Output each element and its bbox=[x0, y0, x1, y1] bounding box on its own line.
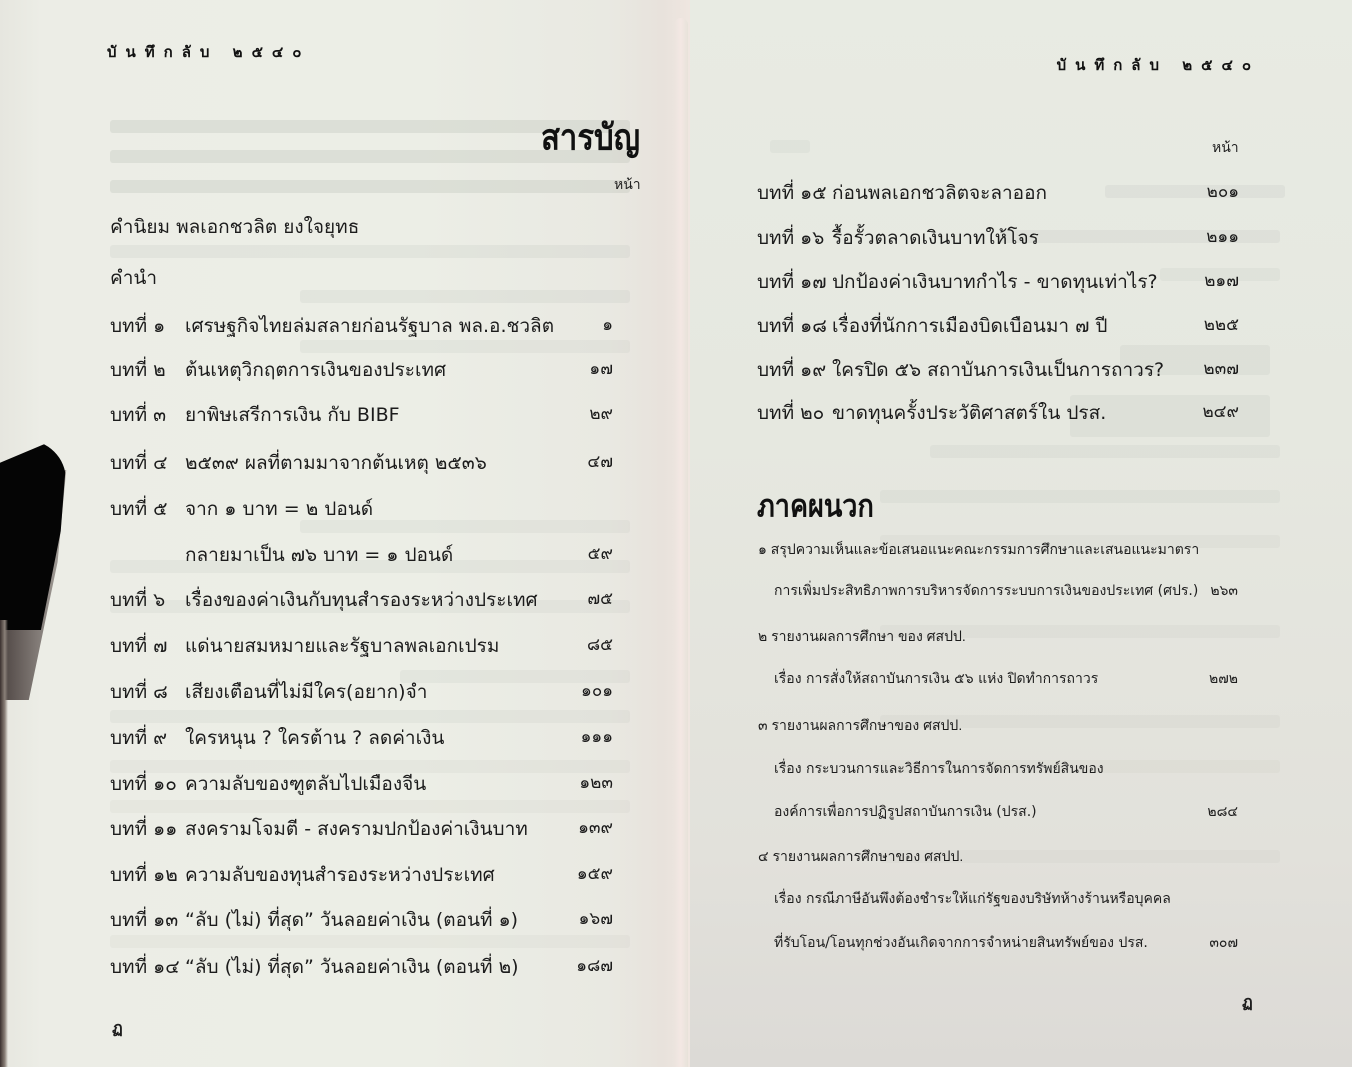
page-number: ๑๗ bbox=[589, 359, 613, 379]
page-column-label: หน้า bbox=[614, 177, 641, 193]
page-number: ๒๔๙ bbox=[1202, 402, 1239, 422]
toc-entry-chapter-7: บทที่ ๗ แด่นายสมหมายและรัฐบาลพลเอกเปรม ๘๕ bbox=[110, 631, 613, 661]
page-number: ๒๘๔ bbox=[1207, 804, 1238, 820]
book-gutter bbox=[674, 18, 688, 1067]
page-column-label: หน้า bbox=[1212, 140, 1239, 156]
bleed-through-text bbox=[110, 935, 630, 948]
bleed-through-text bbox=[880, 490, 1280, 503]
page-number: ๒๒๕ bbox=[1203, 315, 1239, 335]
appendix-title: ภาคผนวก bbox=[757, 488, 874, 525]
appendix-4-line-2: เรื่อง กรณีภาษีอันพึงต้องชำระให้แก่รัฐของบริษัทห้างร้านหรือบุคคล bbox=[774, 891, 1171, 907]
appendix-3-line-3: องค์การเพื่อการปฏิรูปสถาบันการเงิน (ปรส.) ๒๘๔ bbox=[758, 801, 1238, 823]
page-number: ๒๐๑ bbox=[1206, 182, 1239, 202]
page-number: ๒๗๒ bbox=[1209, 671, 1238, 687]
toc-entry-foreword: คำนิยม พลเอกชวลิต ยงใจยุทธ bbox=[110, 216, 360, 238]
page-number: ๕๙ bbox=[587, 544, 613, 564]
page-number: ๒๙ bbox=[589, 404, 613, 424]
toc-entry-chapter-4: บทที่ ๔ ๒๕๓๙ ผลที่ตามมาจากต้นเหตุ ๒๕๓๖ ๔๗ bbox=[110, 448, 613, 478]
bleed-through-text bbox=[300, 340, 630, 353]
left-edge-shadow bbox=[0, 620, 8, 1067]
page-number: ๒๓๗ bbox=[1203, 359, 1239, 379]
toc-entry-chapter-8: บทที่ ๘ เสียงเตือนที่ไม่มีใคร(อยาก)จำ ๑๐๑ bbox=[110, 677, 613, 707]
toc-entry-chapter-15: บทที่ ๑๕ ก่อนพลเอกชวลิตจะลาออก ๒๐๑ bbox=[757, 178, 1239, 208]
toc-entry-chapter-3: บทที่ ๓ ยาพิษเสรีการเงิน กับ BIBF ๒๙ bbox=[110, 400, 613, 430]
bleed-through-text bbox=[770, 140, 810, 153]
toc-title: สารบัญ bbox=[541, 117, 641, 159]
page-number: ๒๖๓ bbox=[1210, 583, 1238, 599]
page-number: ๑๐๑ bbox=[581, 681, 613, 701]
page-number: ๑๖๗ bbox=[578, 909, 613, 929]
page-number: ๑๕๙ bbox=[576, 864, 613, 884]
page-number: ๑๒๓ bbox=[579, 773, 613, 793]
page-number: ๑ bbox=[602, 315, 613, 335]
toc-entry-chapter-9: บทที่ ๙ ใครหนุน ? ใครต้าน ? ลดค่าเงิน ๑๑๑ bbox=[110, 723, 613, 753]
toc-entry-chapter-11: บทที่ ๑๑ สงครามโจมตี - สงครามปกป้องค่าเงินบาท ๑๓๙ bbox=[110, 814, 613, 844]
appendix-4-line-3: ที่รับโอน/โอนทุกช่วงอันเกิดจากการจำหน่ายสินทรัพย์ของ ปรส. ๓๐๗ bbox=[758, 932, 1238, 954]
folio-left: ฏ bbox=[112, 1018, 123, 1037]
page-number: ๘๕ bbox=[587, 635, 613, 655]
folio-right: ฏ bbox=[1242, 992, 1253, 1011]
toc-entry-chapter-1: บทที่ ๑ เศรษฐกิจไทยล่มสลายก่อนรัฐบาล พล.อ.ชวลิต ๑ bbox=[110, 311, 613, 341]
page-number: ๒๑๑ bbox=[1206, 227, 1239, 247]
toc-entry-chapter-12: บทที่ ๑๒ ความลับของทุนสำรองระหว่างประเทศ ๑๕๙ bbox=[110, 860, 613, 890]
page-number: ๔๗ bbox=[587, 452, 613, 472]
bleed-through-text bbox=[930, 445, 1280, 458]
appendix-2-line-1: ๒ รายงานผลการศึกษา ของ ศสปป. bbox=[758, 628, 966, 644]
page-number: ๗๕ bbox=[587, 589, 613, 609]
appendix-2-line-2: เรื่อง การสั่งให้สถาบันการเงิน ๕๖ แห่ง ปิดทำการถาวร ๒๗๒ bbox=[758, 668, 1238, 690]
toc-entry-chapter-5: บทที่ ๕ จาก ๑ บาท = ๒ ปอนด์ bbox=[110, 498, 374, 520]
bleed-through-text bbox=[110, 800, 630, 813]
toc-entry-chapter-13: บทที่ ๑๓ “ลับ (ไม่) ที่สุด” วันลอยค่าเงิน (ตอนที่ ๑) ๑๖๗ bbox=[110, 905, 613, 935]
page-number: ๑๓๙ bbox=[578, 818, 613, 838]
toc-entry-chapter-19: บทที่ ๑๙ ใครปิด ๕๖ สถาบันการเงินเป็นการถาวร? ๒๓๗ bbox=[757, 355, 1239, 385]
appendix-1-line-2: การเพิ่มประสิทธิภาพการบริหารจัดการระบบการเงินของประเทศ (ศปร.) ๒๖๓ bbox=[758, 580, 1238, 602]
appendix-1-line-1: ๑ สรุปความเห็นและข้อเสนอแนะคณะกรรมการศึกษาและเสนอแนะมาตรา bbox=[758, 541, 1200, 557]
running-head-left: บันทึกลับ ๒๕๔๐ bbox=[107, 43, 311, 61]
page-number: ๑๘๗ bbox=[576, 956, 613, 976]
page-number: ๒๑๗ bbox=[1204, 271, 1239, 291]
page-number: ๑๑๑ bbox=[580, 727, 613, 747]
running-head-right: บันทึกลับ ๒๕๔๐ bbox=[1056, 56, 1260, 74]
bleed-through-text bbox=[300, 290, 630, 303]
toc-entry-chapter-18: บทที่ ๑๘ เรื่องที่นักการเมืองบิดเบือนมา ๗ ปี ๒๒๕ bbox=[757, 311, 1239, 341]
toc-entry-preface: คำนำ bbox=[110, 267, 158, 289]
toc-entry-chapter-16: บทที่ ๑๖ รื้อรั้วตลาดเงินบาทให้โจร ๒๑๑ bbox=[757, 223, 1239, 253]
toc-entry-chapter-2: บทที่ ๒ ต้นเหตุวิกฤตการเงินของประเทศ ๑๗ bbox=[110, 355, 613, 385]
appendix-3-line-2: เรื่อง กระบวนการและวิธีการในการจัดการทรัพย์สินของ bbox=[774, 761, 1104, 777]
toc-entry-chapter-17: บทที่ ๑๗ ปกป้องค่าเงินบาทกำไร - ขาดทุนเท่าไร? ๒๑๗ bbox=[757, 267, 1239, 297]
page-number: ๓๐๗ bbox=[1209, 935, 1238, 951]
toc-entry-chapter-5-line-2: กลายมาเป็น ๗๖ บาท = ๑ ปอนด์ ๕๙ bbox=[110, 540, 613, 570]
bleed-through-text bbox=[110, 710, 630, 723]
toc-entry-chapter-14: บทที่ ๑๔ “ลับ (ไม่) ที่สุด” วันลอยค่าเงิน (ตอนที่ ๒) ๑๘๗ bbox=[110, 952, 613, 982]
bleed-through-text bbox=[110, 245, 630, 258]
toc-entry-chapter-10: บทที่ ๑๐ ความลับของฑูตลับไปเมืองจีน ๑๒๓ bbox=[110, 769, 613, 799]
toc-entry-chapter-6: บทที่ ๖ เรื่องของค่าเงินกับทุนสำรองระหว่างประเทศ ๗๕ bbox=[110, 585, 613, 615]
bleed-through-text bbox=[110, 180, 630, 193]
appendix-4-line-1: ๔ รายงานผลการศึกษาของ ศสปป. bbox=[758, 848, 964, 864]
appendix-3-line-1: ๓ รายงานผลการศึกษาของ ศสปป. bbox=[758, 717, 963, 733]
toc-entry-chapter-20: บทที่ ๒๐ ขาดทุนครั้งประวัติศาสตร์ใน ปรส. ๒๔๙ bbox=[757, 398, 1239, 428]
